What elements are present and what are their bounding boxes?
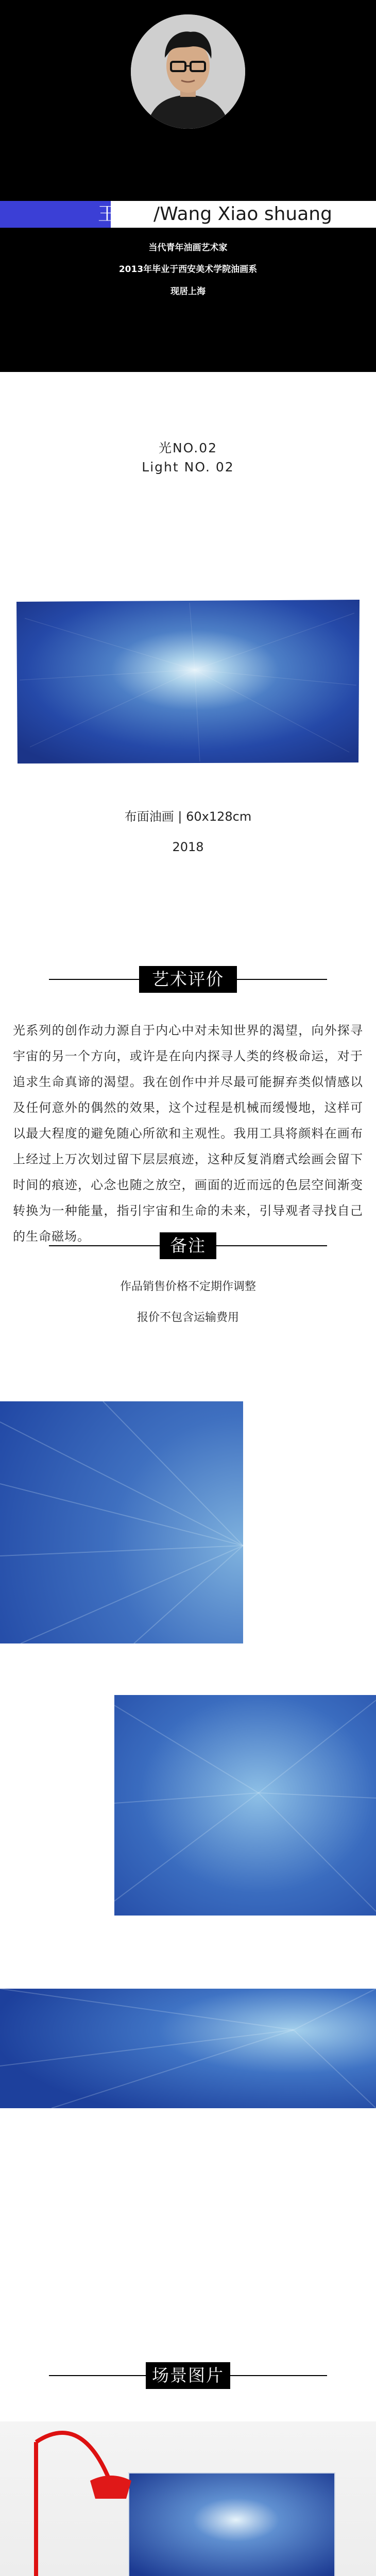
scene-heading: [0, 2362, 376, 2389]
artwork-image: [14, 598, 362, 766]
detail-image-1: [0, 1401, 243, 1643]
heading-rule-left: [49, 2375, 162, 2376]
artwork-title-cn: 光NO.02: [158, 440, 218, 455]
heading-rule-right: [237, 979, 327, 980]
artist-name-cn: 王小双: [98, 204, 154, 225]
notes-heading-label: 备注: [160, 1232, 216, 1259]
artist-name: [98, 202, 376, 226]
artist-statement: 光系列的创作动力源自于内心中对未知世界的渴望，向外探寻宇宙的另一个方向，或许是在向内探寻人类的终极命运，对于追求生命真谛的渴望。我在创作中并尽最可能摒弃类似情感以及任何意外的偶然的效果，这个过程是机械而缓慢地，这样可以最大程度的避免随心所欲和主观性。我用工具将颜料在画布上经过上万次划过留下层层痕迹，这种反复消磨式绘画会留下时间的痕迹，心念也随之放空，画面的近而远的色层空间渐变转换为一种能量，指引宇宙和生命的未来，引导观者寻找自己的生命磁场。: [13, 1023, 363, 1244]
artist-bio-line-3: 现居上海: [170, 286, 206, 297]
artwork-medium-size: 布面油画 | 60x128cm: [124, 809, 252, 824]
notes-heading: [0, 1232, 376, 1259]
artist-bio-line-2: 2013年毕业于西安美术学院油画系: [118, 264, 258, 275]
heading-rule-right: [216, 1245, 327, 1246]
detail-image-3: [0, 1989, 376, 2108]
artist-avatar: [131, 14, 245, 129]
scene-image: [0, 2421, 376, 2576]
review-heading-label: 艺术评价: [139, 966, 237, 993]
artist-name-separator: /: [153, 204, 160, 225]
artist-bio-line-1: 当代青年油画艺术家: [148, 243, 228, 253]
artist-portrait-icon: [131, 14, 245, 129]
heading-rule-left: [49, 1245, 162, 1246]
review-heading: [0, 966, 376, 993]
artwork-year: 2018: [172, 840, 204, 854]
note-item: 报价不包含运输费用: [136, 1311, 239, 1324]
artwork-title-en: Light NO. 02: [142, 460, 234, 474]
artist-name-en: Wang Xiao shuang: [160, 204, 332, 225]
note-item: 作品销售价格不定期作调整: [119, 1280, 256, 1293]
name-banner-accent: [0, 201, 111, 228]
scene-heading-label: 场景图片: [146, 2362, 230, 2389]
heading-rule-right: [230, 2375, 327, 2376]
detail-image-2: [114, 1695, 376, 1916]
